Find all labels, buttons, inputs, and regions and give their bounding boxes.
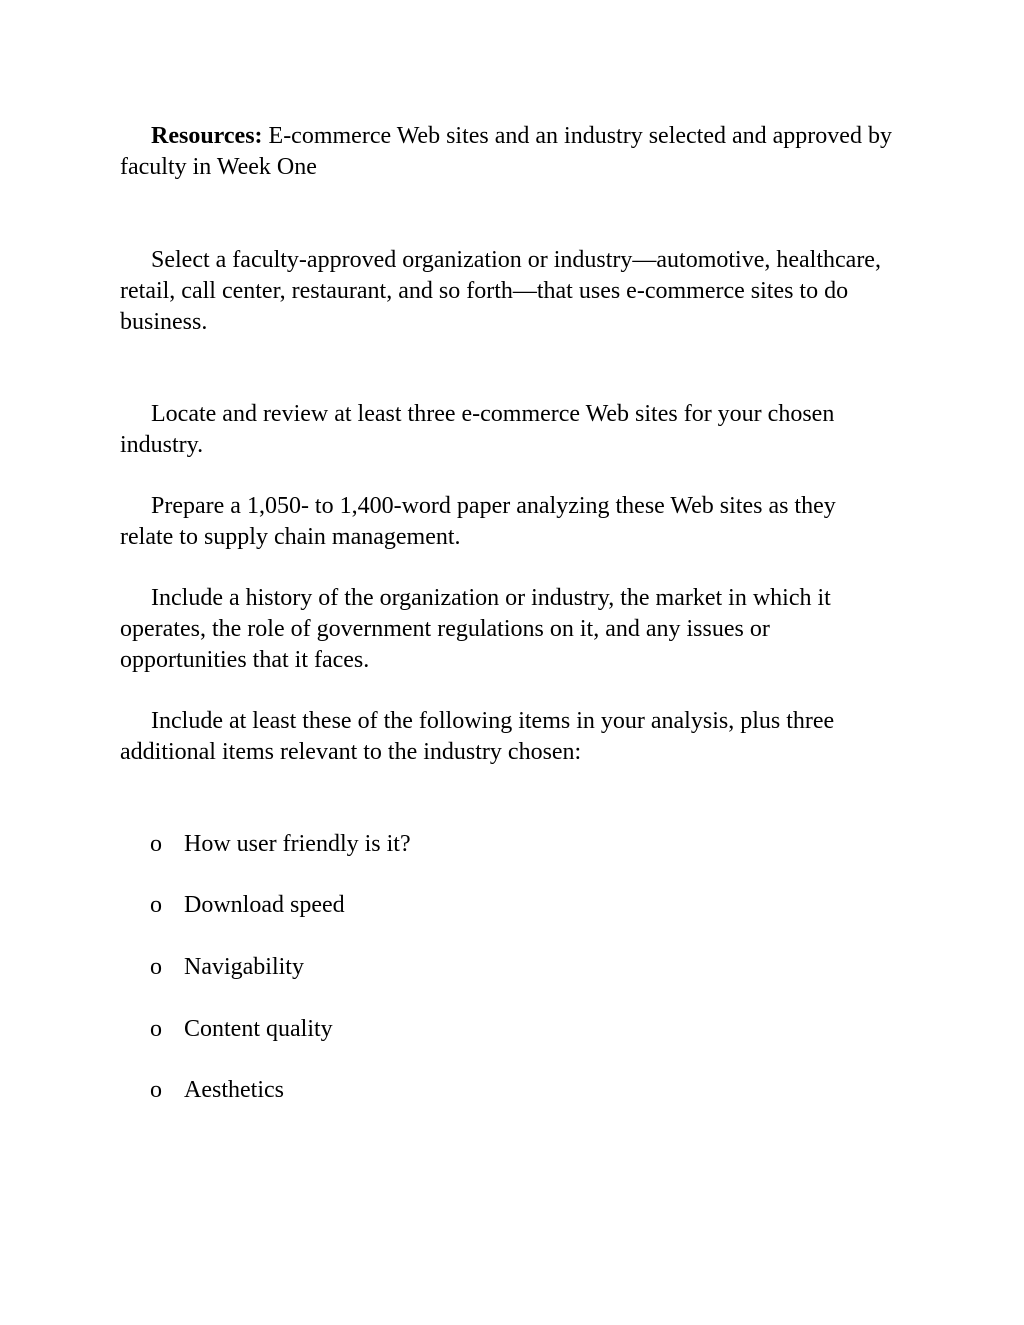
include-items-paragraph: Include at least these of the following items in your analysis, plus three additional items relevant to the industry chosen: bbox=[120, 708, 835, 765]
list-item-text: How user friendly is it? bbox=[184, 831, 411, 857]
bullet-marker: o bbox=[150, 892, 162, 918]
resources-paragraph bbox=[120, 121, 895, 183]
select-industry-paragraph: Select a faculty-approved organization or industry—automotive, healthcare, retail, call center, restaurant, and so forth—that uses e-commerce sites to do business. bbox=[120, 247, 881, 335]
prepare-paper-paragraph: Prepare a 1,050- to 1,400-word paper analyzing these Web sites as they relate to supply chain management. bbox=[120, 493, 836, 550]
bullet-marker: o bbox=[150, 831, 162, 857]
include-history-paragraph: Include a history of the organization or industry, the market in which it operates, the role of government regulations on it, and any issues or opportunities that it faces. bbox=[120, 585, 831, 673]
locate-sites-paragraph: Locate and review at least three e-commerce Web sites for your chosen industry. bbox=[120, 401, 835, 458]
list-item-text: Navigability bbox=[184, 954, 304, 980]
list-item-text: Content quality bbox=[184, 1016, 333, 1042]
resources-text: E-commerce Web sites and an industry selected and approved by faculty in Week One bbox=[120, 123, 892, 180]
resources-label: Resources: bbox=[151, 123, 263, 149]
list-item-text: Download speed bbox=[184, 892, 345, 918]
list-item-text: Aesthetics bbox=[184, 1077, 284, 1103]
bullet-marker: o bbox=[150, 1077, 162, 1103]
bullet-marker: o bbox=[150, 954, 162, 980]
bullet-marker: o bbox=[150, 1016, 162, 1042]
